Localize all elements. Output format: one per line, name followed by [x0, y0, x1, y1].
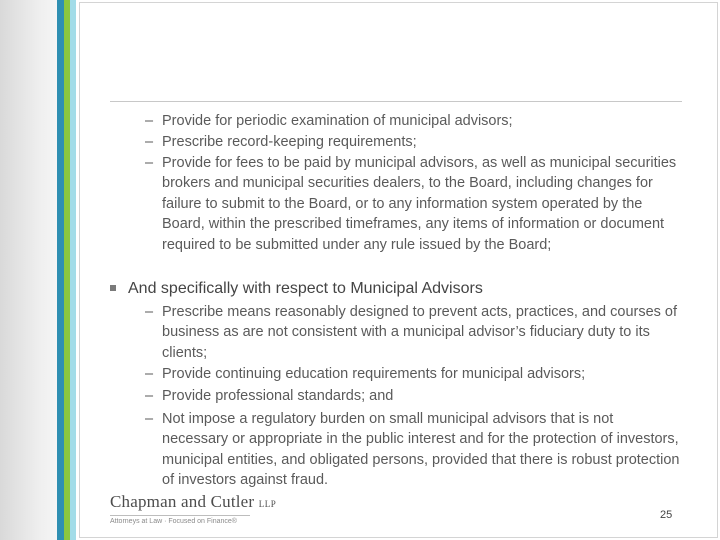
main-bullet [110, 278, 690, 300]
firm-name [110, 493, 310, 513]
main-bullet-text: And specifically with respect to Municipal Advisors [128, 280, 483, 297]
dash-marker: – [145, 388, 154, 404]
sub-item [145, 386, 685, 406]
square-bullet-icon [110, 285, 116, 291]
dash-marker: – [145, 134, 154, 150]
sub-item-text: Provide continuing education requirements for municipal advisors; [162, 366, 586, 382]
dash-marker: – [145, 155, 154, 171]
firm-logo [110, 493, 310, 533]
sub-item-text: Provide for fees to be paid by municipal advisors, as well as municipal securities brokers and municipal securities dealers, to the Board, including changes for failure to submit to the Board, or to any information system operated by the Board, within the prescribed timeframes, any items of information or document required to be submitted under any rule issued by the Board; [162, 155, 677, 253]
sub-item-text: Not impose a regulatory burden on small municipal advisors that is not necessary or appropriate in the public interest and for the protection of investors, municipal entities, and obligated persons, provided that there is robust protection of investors against fraud. [162, 411, 680, 489]
page-number: 25 [660, 509, 673, 521]
dash-marker: – [145, 304, 154, 320]
sub-item-text: Provide for periodic examination of municipal advisors; [162, 113, 513, 129]
dash-marker: – [145, 366, 154, 382]
dash-marker: – [145, 411, 154, 427]
sub-item-text: Provide professional standards; and [162, 388, 394, 404]
sub-item [145, 302, 685, 363]
sub-item [145, 409, 685, 491]
dash-marker: – [145, 113, 154, 129]
sub-item [145, 111, 685, 131]
sub-item [145, 153, 685, 255]
sub-item [145, 364, 685, 384]
firm-tagline: Attorneys at Law · Focused on Finance® [110, 515, 250, 526]
firm-suffix: LLP [258, 499, 277, 509]
sub-item-text: Prescribe means reasonably designed to prevent acts, practices, and courses of business as are not consistent with a municipal advisor’s fiduciary duty to its clients; [162, 304, 678, 361]
sub-item [145, 132, 685, 152]
firm-name-text: Chapman and Cutler [110, 492, 255, 511]
sub-item-text: Prescribe record-keeping requirements; [162, 134, 417, 150]
